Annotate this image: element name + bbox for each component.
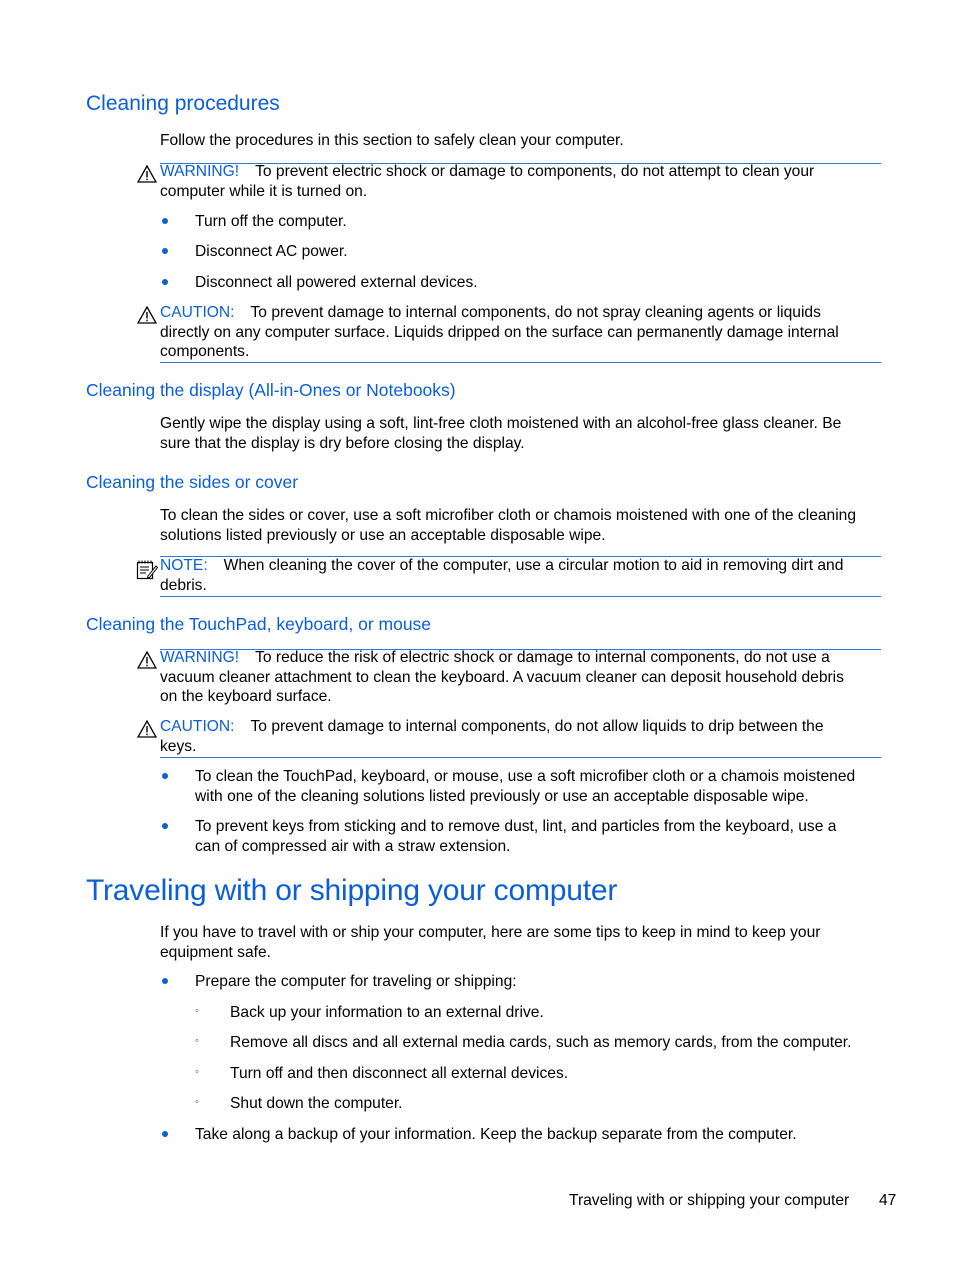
paragraph-line: solutions listed previously or use an acceptable disposable wipe. (160, 526, 606, 544)
caution-label: CAUTION: (160, 304, 235, 321)
paragraph-line: To clean the sides or cover, use a soft microfiber cloth or chamois moistened with one of the cleaning (160, 507, 857, 524)
warning-triangle-icon (137, 165, 157, 183)
list-item (195, 817, 836, 856)
list-item-line: To clean the TouchPad, keyboard, or mouse, use a soft microfiber cloth or a chamois moistened (195, 768, 856, 785)
list-item-line: with one of the cleaning solutions listed previously or use an acceptable disposable wipe. (195, 787, 809, 805)
paragraph-line: sure that the display is dry before closing the display. (160, 434, 525, 452)
list-item (195, 767, 855, 806)
divider (160, 596, 881, 597)
list-item: Disconnect all powered external devices. (195, 274, 478, 291)
sub-bullet-marker: ◦ (195, 1035, 199, 1047)
sub-bullet-marker: ◦ (195, 1066, 199, 1078)
warning-line: To prevent electric shock or damage to components, do not attempt to clean your (255, 163, 815, 180)
caution-line: To prevent damage to internal components, do not allow liquids to drip between the (250, 718, 824, 735)
sub-list-item: Remove all discs and all external media cards, such as memory cards, from the computer. (230, 1034, 852, 1051)
bullet-dot (162, 279, 168, 285)
subheading-cleaning-display: Cleaning the display (All-in-Ones or Notebooks) (86, 380, 456, 400)
note-label: NOTE: (160, 557, 208, 574)
sub-bullet-marker: ◦ (195, 1096, 199, 1108)
warning-text (160, 648, 844, 707)
note-text (160, 556, 843, 595)
bullet-dot (162, 218, 168, 224)
caution-line: To prevent damage to internal components, do not spray cleaning agents or liquids (250, 304, 821, 321)
caution-label: CAUTION: (160, 718, 235, 735)
paragraph (160, 923, 820, 962)
bullet-dot (162, 773, 168, 779)
warning-line: vacuum cleaner attachment to clean the keyboard. A vacuum cleaner can deposit household debris (160, 668, 844, 686)
divider (160, 362, 881, 363)
warning-triangle-icon (137, 651, 157, 669)
subheading-cleaning-touchpad: Cleaning the TouchPad, keyboard, or mouse (86, 614, 432, 634)
caution-text (160, 303, 839, 362)
paragraph-line: Gently wipe the display using a soft, lint-free cloth moistened with an alcohol-free glass cleaner. Be (160, 415, 842, 432)
caution-line: directly on any computer surface. Liquids dripped on the surface can permanently damage internal (160, 323, 839, 341)
list-item: Take along a backup of your information. Keep the backup separate from the computer. (195, 1126, 797, 1143)
paragraph-line: equipment safe. (160, 943, 271, 961)
list-item: Prepare the computer for traveling or shipping: (195, 973, 517, 990)
warning-text (160, 162, 814, 201)
caution-line: keys. (160, 737, 197, 755)
caution-triangle-icon (137, 720, 157, 738)
warning-label: WARNING! (160, 163, 240, 180)
list-item: Disconnect AC power. (195, 243, 348, 260)
divider (160, 757, 881, 758)
paragraph (160, 414, 841, 453)
sub-list-item: Turn off and then disconnect all external devices. (230, 1065, 569, 1082)
caution-triangle-icon (137, 306, 157, 324)
page-number: 47 (879, 1192, 897, 1209)
warning-line: on the keyboard surface. (160, 688, 332, 705)
note-pad-icon (136, 559, 158, 581)
note-line: When cleaning the cover of the computer, use a circular motion to aid in removing dirt and (223, 557, 844, 574)
warning-line: computer while it is turned on. (160, 182, 368, 200)
caution-text (160, 717, 824, 756)
warning-label: WARNING! (160, 649, 240, 666)
footer-title: Traveling with or shipping your computer (569, 1192, 850, 1209)
paragraph (160, 506, 856, 545)
note-line: debris. (160, 576, 207, 594)
bullet-dot (162, 978, 168, 984)
bullet-dot (162, 1131, 168, 1137)
subheading-cleaning-sides: Cleaning the sides or cover (86, 472, 299, 492)
bullet-dot (162, 248, 168, 254)
warning-line: To reduce the risk of electric shock or damage to internal components, do not use a (255, 649, 830, 666)
sub-list-item: Back up your information to an external drive. (230, 1004, 544, 1021)
paragraph-line: If you have to travel with or ship your computer, here are some tips to keep in mind to keep your (160, 924, 821, 941)
list-item-line: To prevent keys from sticking and to remove dust, lint, and particles from the keyboard, use a (195, 818, 837, 835)
sub-bullet-marker: ◦ (195, 1005, 199, 1017)
section-heading-cleaning-procedures: Cleaning procedures (86, 92, 280, 115)
bullet-dot (162, 823, 168, 829)
caution-line: components. (160, 343, 250, 360)
sub-list-item: Shut down the computer. (230, 1095, 403, 1112)
paragraph: Follow the procedures in this section to safely clean your computer. (160, 132, 624, 149)
list-item: Turn off the computer. (195, 213, 347, 230)
list-item-line: can of compressed air with a straw extension. (195, 837, 511, 855)
section-heading-traveling: Traveling with or shipping your computer (86, 874, 618, 907)
